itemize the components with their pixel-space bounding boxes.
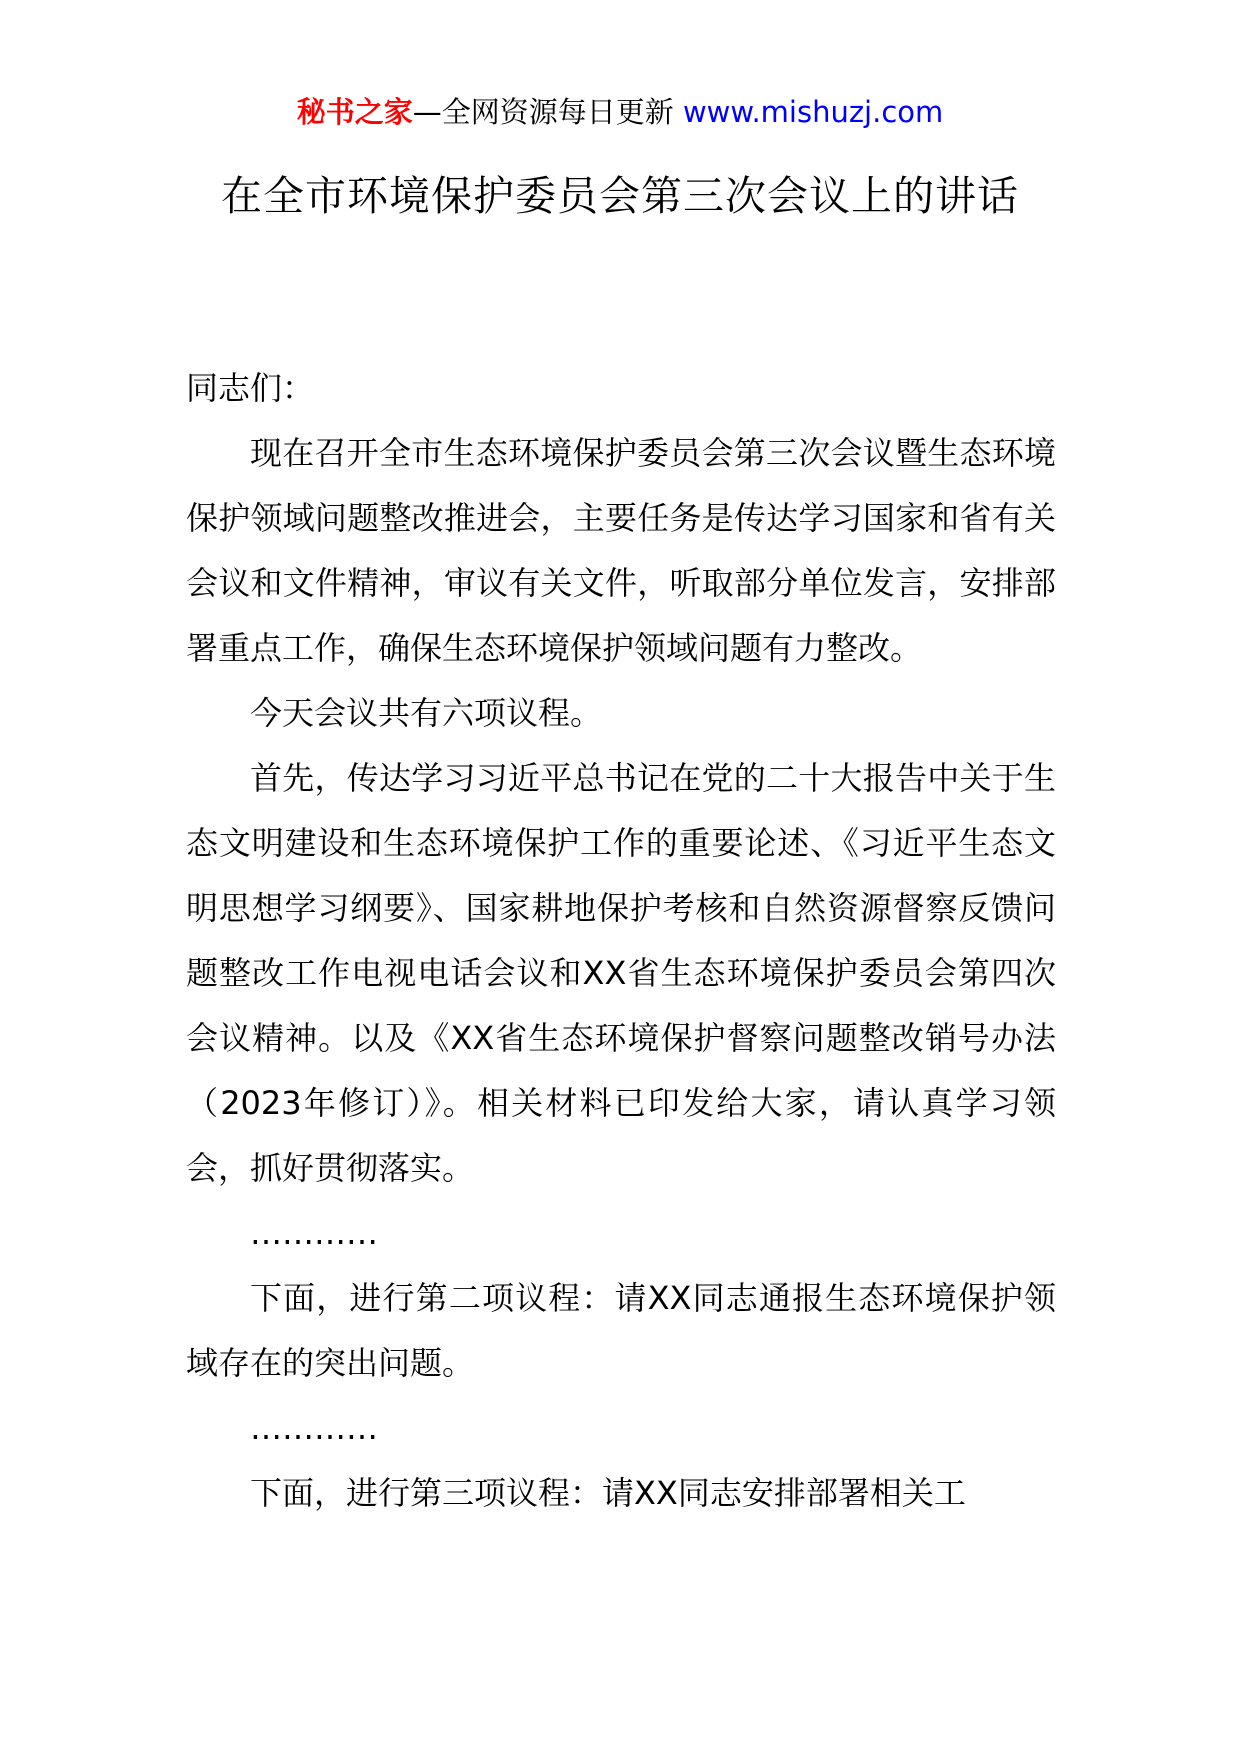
ellipsis-separator: ………… [250,1214,378,1252]
paragraph-intro: 现在召开全市生态环境保护委员会第三次会议暨生态环境保护领域问题整改推进会，主要任务是传达学习国家和省有关会议和文件精神，审议有关文件，听取部分单位发言，安排部署重点工作，确保生态环境保护领域问题有力整改。 [186,434,1056,667]
paragraph-agenda-third: 下面，进行第三项议程：请XX同志安排部署相关工 [250,1474,966,1512]
document-body [186,356,1056,1526]
paragraph-agenda-first: 首先，传达学习习近平总书记在党的二十大报告中关于生态文明建设和生态环境保护工作的重要论述、《习近平生态文明思想学习纲要》、国家耕地保护考核和自然资源督察反馈问题整改工作电视电话会议和XX省生态环境保护委员会第四次会议精神。以及《XX省生态环境保护督察问题整改销号办法（2023年修订）》。相关材料已印发给大家，请认真学习领会，抓好贯彻落实。 [186,759,1056,1187]
paragraph-agenda-count: 今天会议共有六项议程。 [250,694,603,732]
ellipsis-separator: ………… [250,1409,378,1447]
brand-name: 秘书之家 [296,95,413,129]
document-title: 在全市环境保护委员会第三次会议上的讲话 [221,172,1019,220]
salutation: 同志们： [186,369,315,407]
site-header [0,92,1240,132]
header-tagline: —全网资源每日更新 [412,95,674,129]
paragraph-agenda-second: 下面，进行第二项议程：请XX同志通报生态环境保护领域存在的突出问题。 [186,1279,1056,1382]
site-url-link[interactable]: www.mishuzj.com [673,95,944,129]
